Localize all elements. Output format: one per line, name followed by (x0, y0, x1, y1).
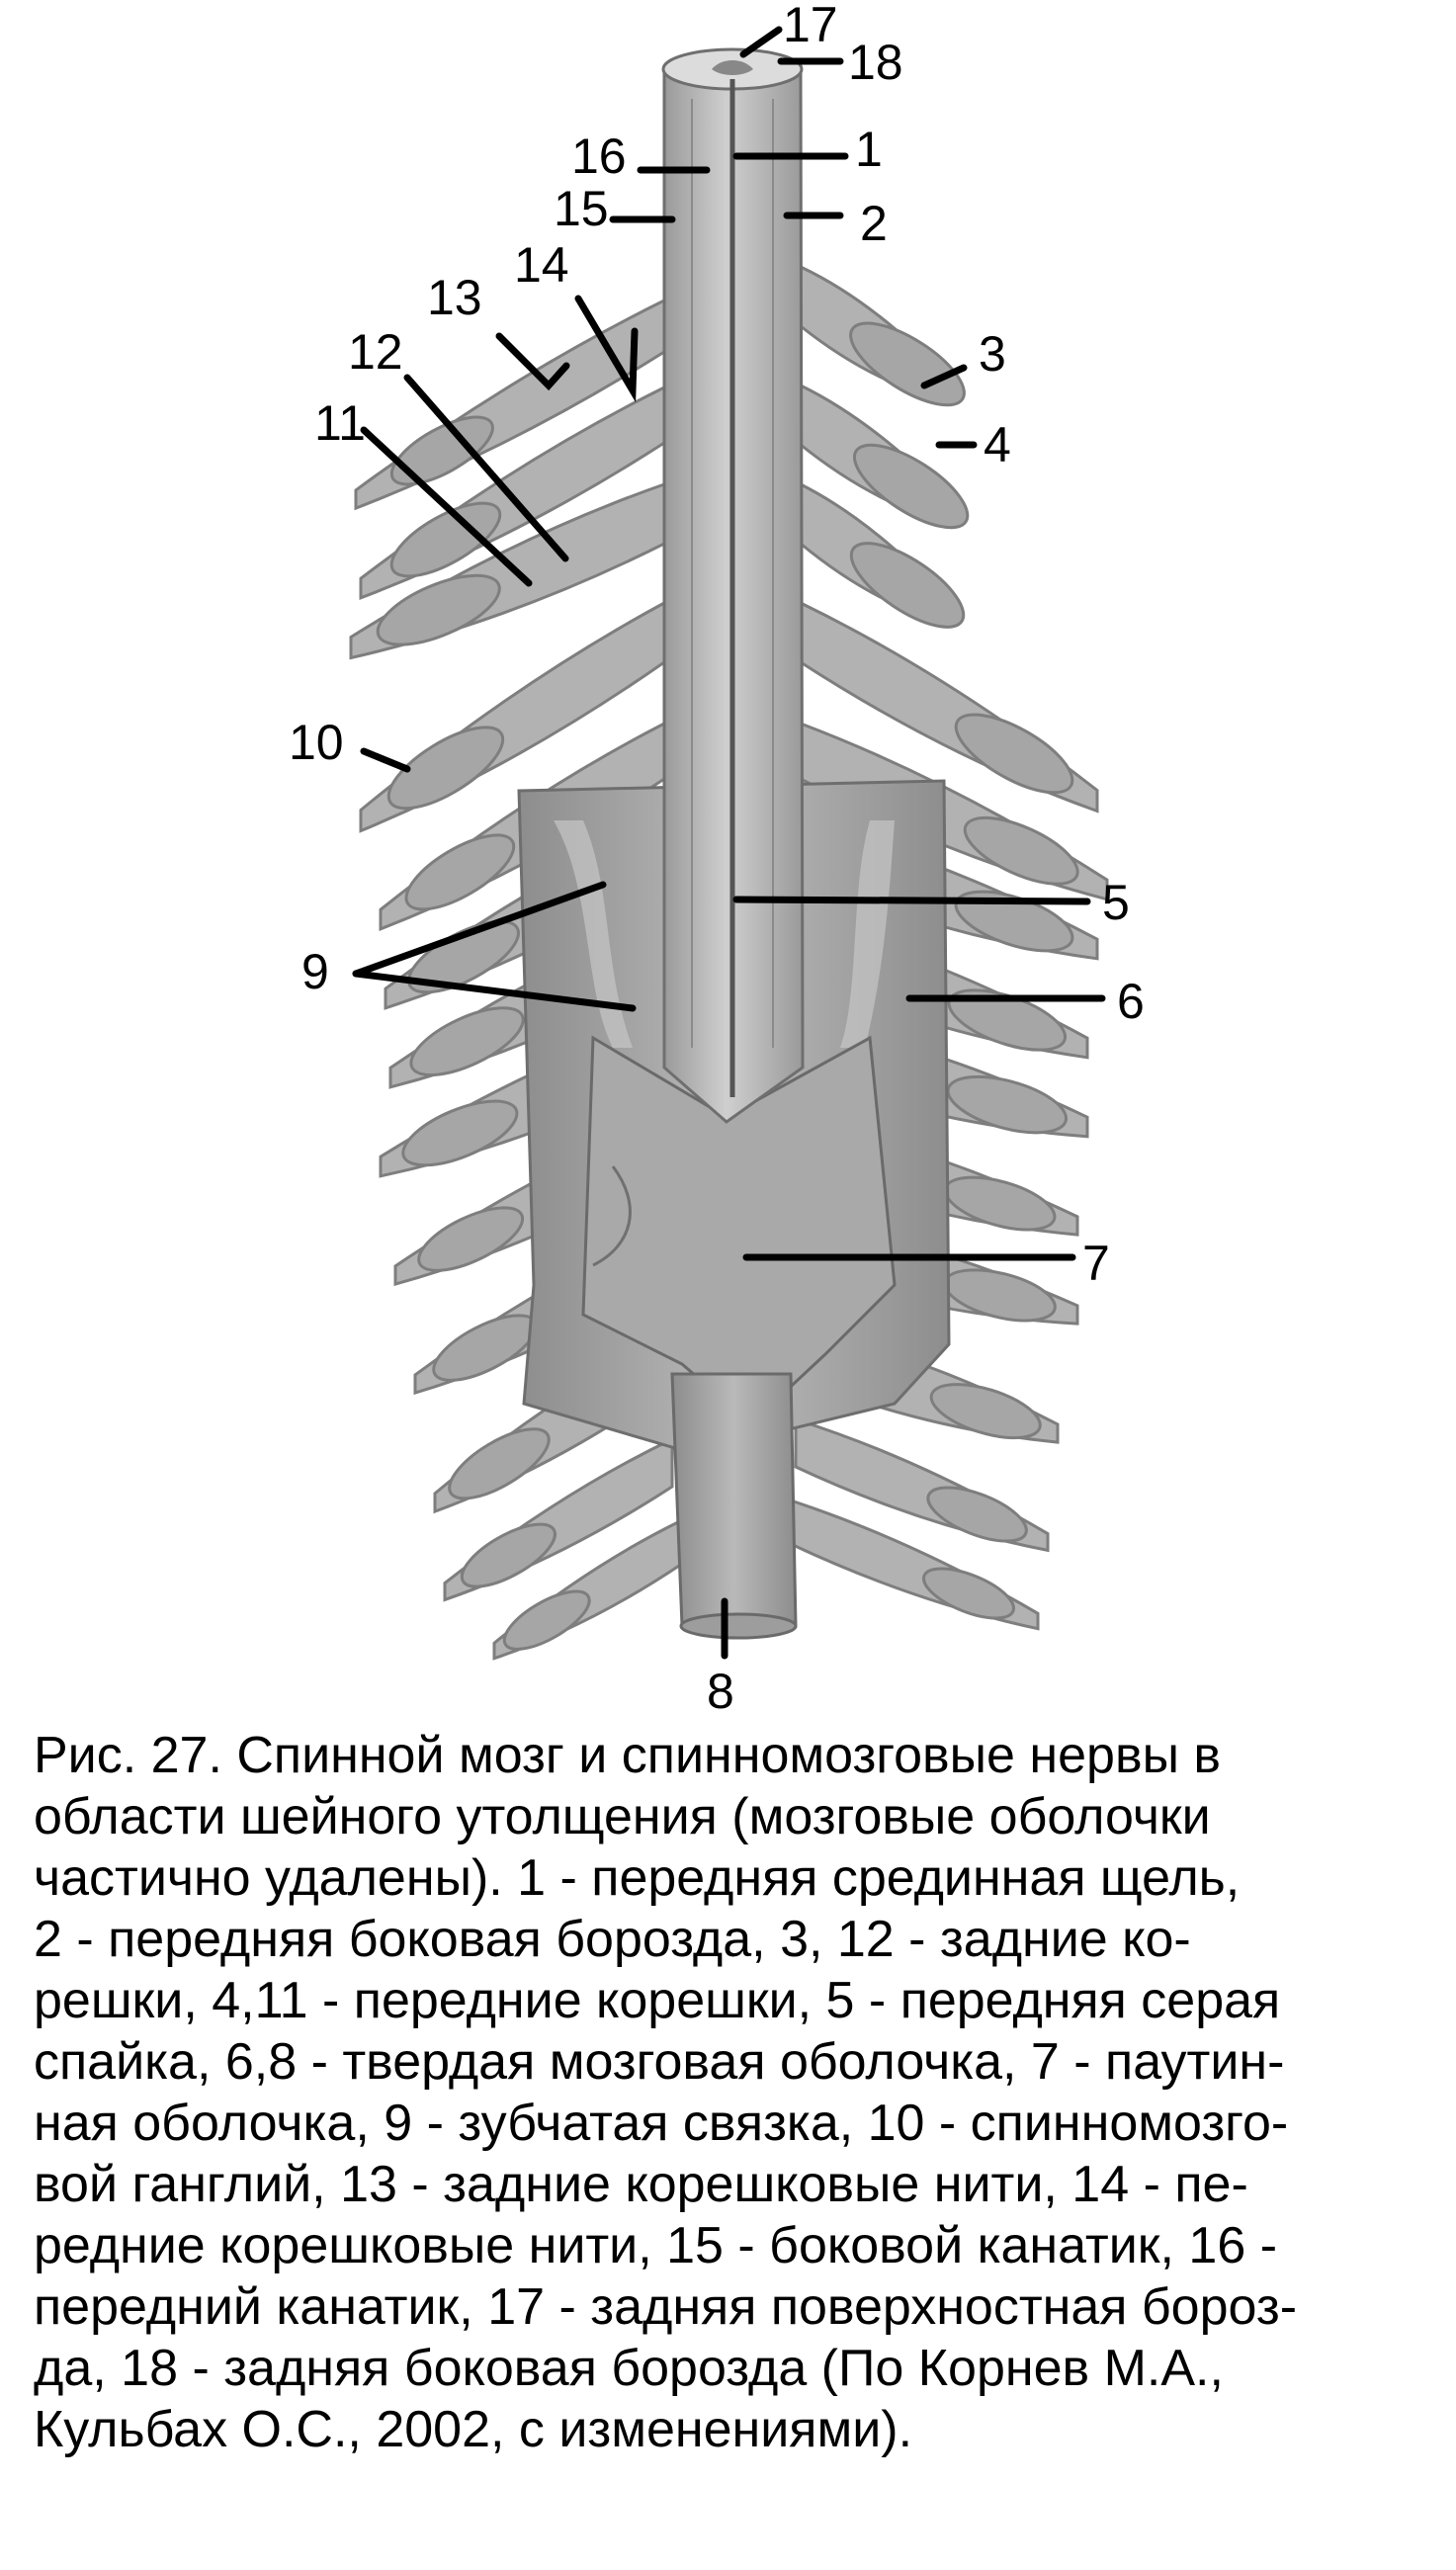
label-5: 5 (1102, 875, 1130, 930)
label-18: 18 (848, 35, 903, 90)
label-12: 12 (348, 324, 403, 380)
spinal-ganglion (940, 1167, 1061, 1241)
caption-line: 2 - передняя боковая борозда, 3, 12 - задние ко- (34, 1911, 1191, 1968)
caption-line: вой ганглий, 13 - задние корешковые нити, 14 - пе- (34, 2156, 1248, 2213)
spinal-ganglion (942, 978, 1072, 1062)
caption-line: Кульбах О.С., 2002, с изменениями). (34, 2401, 913, 2458)
caption-line: Рис. 27. Спинной мозг и спинномозговые нервы в (34, 1727, 1222, 1784)
label-13: 13 (427, 270, 482, 325)
spinal-cord (663, 49, 803, 1122)
label-17: 17 (783, 0, 838, 52)
spinal-ganglion (917, 1559, 1020, 1629)
label-8: 8 (707, 1664, 734, 1719)
label-14: 14 (514, 237, 569, 293)
spinal-ganglion (921, 1477, 1033, 1553)
label-16: 16 (571, 128, 627, 184)
caption-line: да, 18 - задняя боковая борозда (По Корнев М.А., (34, 2340, 1224, 2397)
caption-line: частично удалены). 1 - передняя срединная щель, (34, 1849, 1241, 1907)
spinal-ganglion (942, 1066, 1071, 1144)
spinal-ganglion (925, 1374, 1046, 1449)
figure-caption (34, 1725, 1437, 2460)
spinal-ganglion (940, 1260, 1061, 1330)
dura-tube-lower (672, 1374, 796, 1638)
label-7: 7 (1082, 1236, 1110, 1291)
spinal-ganglion (394, 1088, 525, 1178)
label-11: 11 (314, 395, 366, 451)
caption-line: редние корешковые нити, 15 - боковой канатик, 16 - (34, 2217, 1278, 2274)
caption-line: ная оболочка, 9 - зубчатая связка, 10 - спинномозго- (34, 2095, 1289, 2152)
label-4: 4 (984, 417, 1011, 472)
label-2: 2 (860, 196, 888, 251)
caption-line: спайка, 6,8 - твердая мозговая оболочка, 7 - паутин- (34, 2033, 1285, 2091)
label-1: 1 (855, 122, 883, 177)
caption-line: передний канатик, 17 - задняя поверхностная бороз- (34, 2278, 1298, 2336)
label-9: 9 (301, 944, 329, 999)
spinal-ganglion (949, 880, 1079, 963)
label-10: 10 (289, 715, 344, 770)
label-6: 6 (1117, 974, 1145, 1029)
caption-line: области шейного утолщения (мозговые оболочки (34, 1788, 1211, 1845)
label-15: 15 (554, 181, 609, 236)
label-3: 3 (979, 326, 1006, 382)
caption-line: решки, 4,11 - передние корешки, 5 - передняя серая (34, 1972, 1281, 2029)
